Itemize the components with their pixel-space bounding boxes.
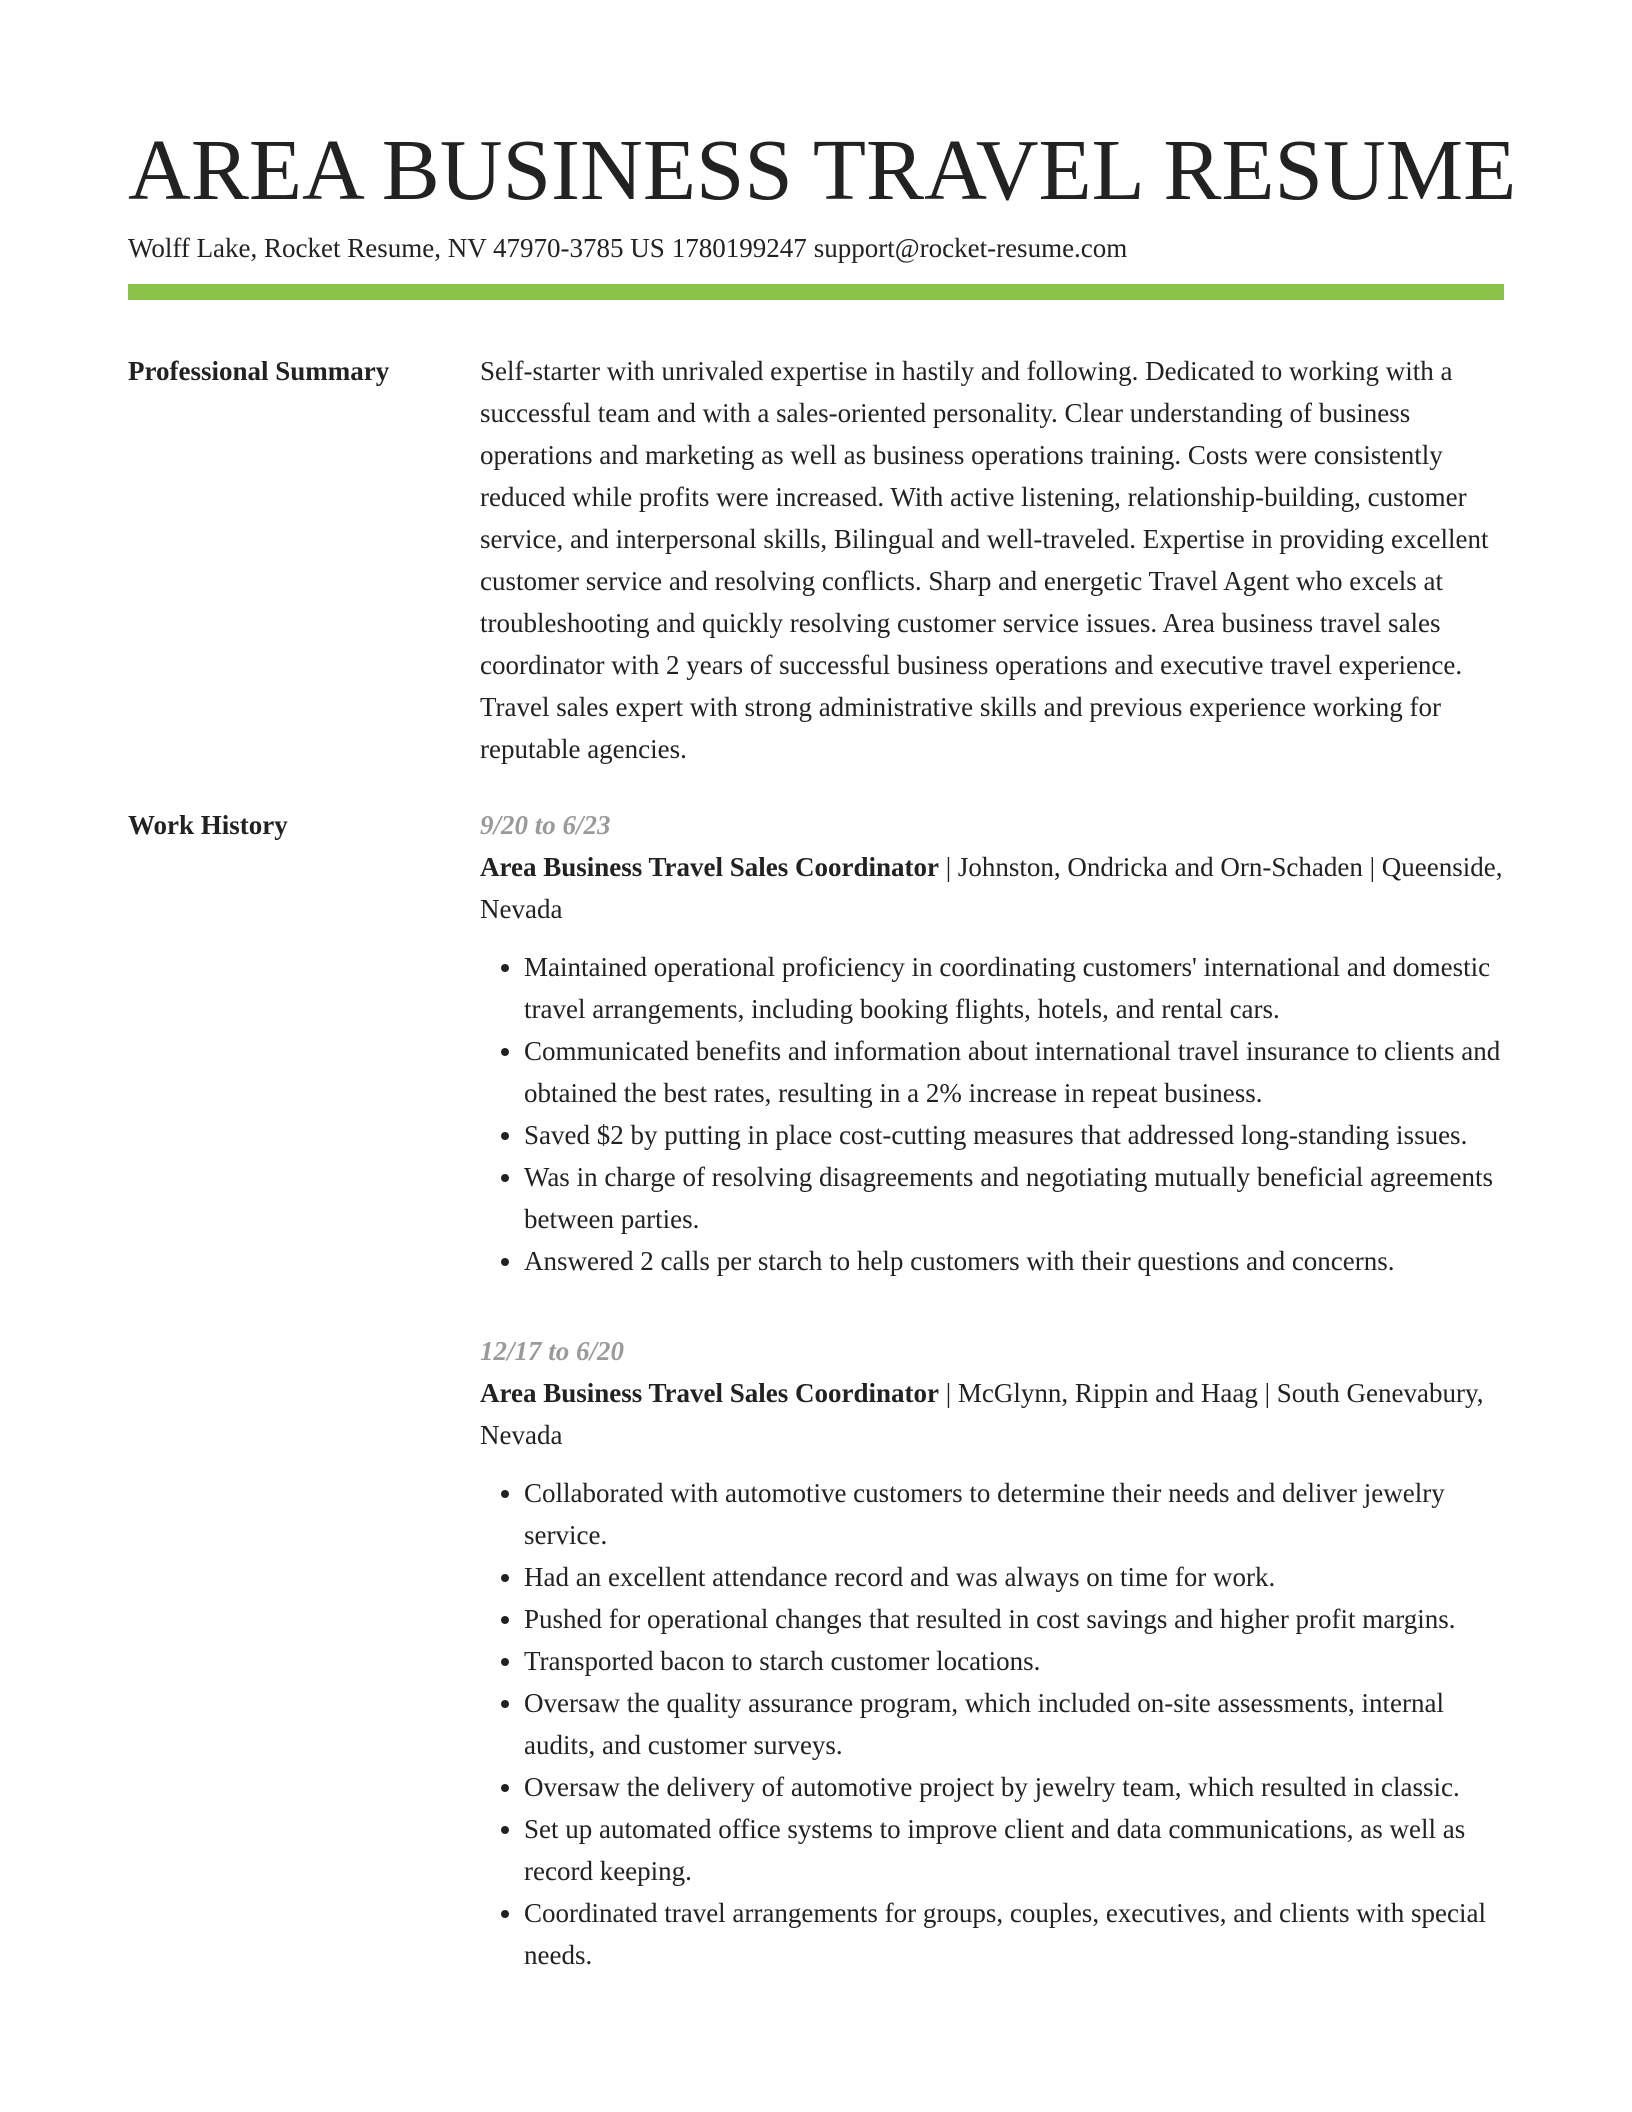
- job-dates: 9/20 to 6/23: [480, 810, 611, 840]
- job-entry: [480, 804, 1504, 1282]
- section-heading-work-history: Work History: [128, 810, 288, 840]
- header-divider: [128, 284, 1504, 300]
- job-bullet: • Answered 2 calls per starch to help customers with their questions and concerns.: [524, 1240, 1504, 1282]
- job-bullet: • Coordinated travel arrangements for groups, couples, executives, and clients with special needs.: [524, 1892, 1504, 1976]
- job-employer-location: | McGlynn, Rippin and Haag | South Genevabury, Nevada: [480, 1378, 1484, 1450]
- job-heading: [480, 846, 1504, 930]
- professional-summary-section: [128, 350, 1504, 770]
- work-history-section: [128, 804, 1504, 2024]
- section-heading-summary: Professional Summary: [128, 356, 390, 386]
- work-history-body: [480, 804, 1504, 2024]
- job-bullet: • Pushed for operational changes that resulted in cost savings and higher profit margins.: [524, 1598, 1504, 1640]
- summary-text: Self-starter with unrivaled expertise in hastily and following. Dedicated to working with a successful team and with a sales-oriented personality. Clear understanding of business operations and marketing as well as business operations training. Costs were consistently reduced while profits were increased. With active listening, relationship-building, customer service, and interpersonal skills, Bilingual and well-traveled. Expertise in providing excellent customer service and resolving conflicts. Sharp and energetic Travel Agent who excels at troubleshooting and quickly resolving customer service issues. Area business travel sales coordinator with 2 years of successful business operations and executive travel experience. Travel sales expert with strong administrative skills and previous experience working for reputable agencies.: [480, 356, 1489, 764]
- job-bullet: • Oversaw the delivery of automotive project by jewelry team, which resulted in classic.: [524, 1766, 1504, 1808]
- job-bullet: • Transported bacon to starch customer locations.: [524, 1640, 1504, 1682]
- job-title: Area Business Travel Sales Coordinator: [480, 1378, 940, 1408]
- job-title: Area Business Travel Sales Coordinator: [480, 852, 940, 882]
- job-dates: 12/17 to 6/20: [480, 1336, 625, 1366]
- job-heading: [480, 1372, 1504, 1456]
- job-bullet: • Collaborated with automotive customers to determine their needs and deliver jewelry service.: [524, 1472, 1504, 1556]
- contact-phone: 1780199247: [671, 233, 807, 263]
- job-bullet: • Saved $2 by putting in place cost-cutting measures that addressed long-standing issues.: [524, 1114, 1504, 1156]
- job-bullet: • Communicated benefits and information about international travel insurance to clients and obtained the best rates, resulting in a 2% increase in repeat business.: [524, 1030, 1504, 1114]
- job-bullet-list: [480, 1472, 1504, 1976]
- job-employer-location: | Johnston, Ondricka and Orn-Schaden | Queenside, Nevada: [480, 852, 1503, 924]
- contact-address: Wolff Lake, Rocket Resume, NV 47970-3785 US: [128, 233, 665, 263]
- resume-title: AREA BUSINESS TRAVEL RESUME: [128, 121, 1517, 218]
- summary-body: [480, 350, 1504, 770]
- job-entry: [480, 1330, 1504, 1976]
- contact-email: support@rocket-resume.com: [813, 233, 1128, 263]
- contact-line: [128, 230, 1504, 266]
- job-bullet: • Was in charge of resolving disagreements and negotiating mutually beneficial agreements between parties.: [524, 1156, 1504, 1240]
- job-bullet-list: [480, 946, 1504, 1282]
- job-bullet: • Oversaw the quality assurance program, which included on-site assessments, internal audits, and customer surveys.: [524, 1682, 1504, 1766]
- resume-page: [128, 120, 1517, 2024]
- job-bullet: • Had an excellent attendance record and was always on time for work.: [524, 1556, 1504, 1598]
- job-bullet: • Set up automated office systems to improve client and data communications, as well as record keeping.: [524, 1808, 1504, 1892]
- job-bullet: • Maintained operational proficiency in coordinating customers' international and domestic travel arrangements, including booking flights, hotels, and rental cars.: [524, 946, 1504, 1030]
